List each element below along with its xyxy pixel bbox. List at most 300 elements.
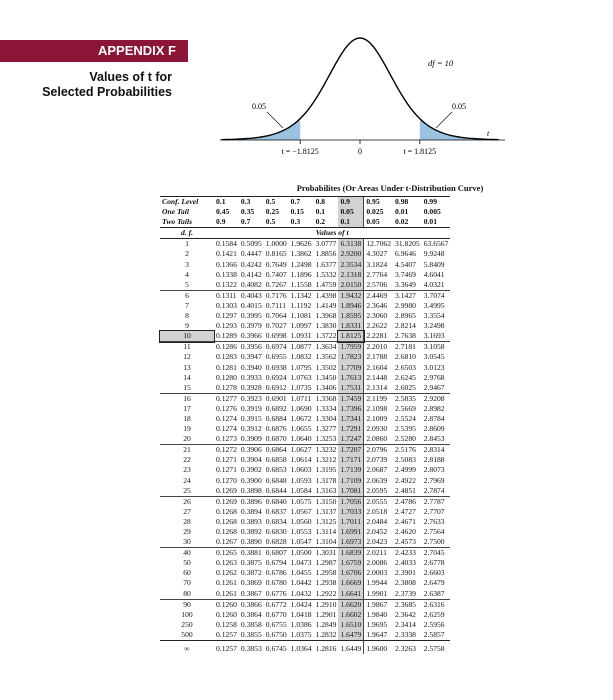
value-cell: 2.8214 — [395, 321, 416, 331]
value-cell: 1.0603 — [290, 465, 312, 475]
value-cell: 1.3125 — [315, 516, 337, 526]
value-cell: 0.1267 — [216, 537, 237, 547]
df-cell: 5 — [185, 279, 189, 289]
value-cell: 0.3909 — [240, 434, 262, 444]
df-cell: 19 — [183, 424, 191, 434]
table-row — [160, 383, 450, 394]
table-row — [160, 270, 450, 280]
table-row — [160, 331, 450, 342]
value-cell: 0.1297 — [216, 311, 237, 321]
value-cell: 2.2010 — [364, 342, 393, 353]
value-cell: 1.7171 — [338, 455, 363, 465]
df-label: df = 10 — [428, 58, 454, 68]
value-cell: 0.1289 — [216, 331, 237, 341]
value-cell: 31.8205 — [395, 239, 420, 249]
value-cell: 2.0639 — [364, 476, 393, 486]
df-cell: 11 — [160, 342, 214, 353]
value-cell: 2.7181 — [393, 342, 422, 353]
df-cell: 500 — [181, 629, 193, 639]
two-tails-cell: 0.3 — [289, 217, 314, 228]
value-cell: 1.9901 — [364, 589, 393, 600]
value-cell: 1.0690 — [290, 403, 312, 413]
value-cell: 1.7207 — [338, 445, 363, 456]
value-cell: 2.7707 — [423, 506, 445, 516]
df-cell: 26 — [160, 496, 214, 507]
value-cell: 0.1261 — [216, 578, 237, 588]
value-cell: 0.1272 — [216, 445, 237, 455]
table-row — [160, 599, 450, 610]
one-tail-cell: 0.025 — [364, 207, 393, 217]
df-cell: 20 — [183, 434, 191, 444]
conf-cell: 0.95 — [364, 197, 393, 208]
value-cell: 0.6828 — [265, 537, 287, 547]
df-cell: 30 — [183, 537, 191, 547]
value-cell: 0.6807 — [265, 548, 287, 558]
value-cell: 1.0795 — [290, 362, 312, 372]
value-cell: 1.8331 — [338, 321, 363, 331]
value-cell: 1.7011 — [338, 517, 363, 527]
value-cell: 1.2910 — [315, 599, 337, 609]
value-cell: 2.0739 — [364, 455, 393, 465]
value-cell: 2.1448 — [364, 373, 393, 383]
value-cell: 1.7959 — [338, 342, 363, 353]
t-distribution-table — [160, 196, 450, 654]
value-cell: 2.5857 — [423, 629, 445, 639]
value-cell: 0.3919 — [240, 403, 262, 413]
value-cell: 0.3979 — [240, 321, 262, 331]
value-cell: 0.6780 — [265, 578, 287, 588]
value-cell: 0.6864 — [265, 445, 287, 455]
table-row — [160, 630, 450, 641]
value-cell: 0.7649 — [265, 259, 287, 269]
table-row — [160, 527, 450, 537]
table-row — [160, 445, 450, 456]
df-cell: 60 — [183, 568, 191, 578]
value-cell: 0.1421 — [216, 249, 237, 259]
table-row — [160, 620, 450, 630]
value-cell: 0.1257 — [216, 629, 237, 639]
value-cell: 2.6025 — [395, 382, 416, 392]
two-tails-cell: 0.9 — [214, 217, 239, 228]
value-cell: 0.8165 — [265, 249, 287, 259]
value-cell: 0.1271 — [216, 465, 237, 475]
value-cell: 1.3253 — [315, 434, 337, 444]
value-cell: 1.7709 — [338, 363, 363, 373]
value-cell: 0.1258 — [216, 619, 237, 629]
value-cell: 2.0518 — [364, 507, 393, 517]
value-cell: 1.3178 — [315, 475, 337, 485]
value-cell: 2.7638 — [395, 331, 416, 341]
df-cell: 24 — [183, 475, 191, 485]
value-cell: 0.6924 — [265, 372, 287, 382]
df-cell: 21 — [160, 445, 214, 456]
value-cell: 3.3649 — [395, 279, 416, 289]
value-cell: 1.4759 — [315, 279, 337, 289]
value-cell: 2.0003 — [364, 568, 393, 578]
conf-cell: 0.98 — [393, 197, 422, 208]
value-cell: 2.7787 — [422, 496, 451, 507]
value-cell: 1.2832 — [315, 629, 337, 639]
value-cell: 2.0595 — [364, 486, 393, 497]
value-cell: 1.0640 — [290, 434, 312, 444]
value-cell: 1.3502 — [315, 362, 337, 372]
value-cell: 2.1604 — [364, 363, 393, 373]
value-cell: 1.0593 — [290, 475, 312, 485]
value-cell: 1.9600 — [364, 641, 393, 655]
value-cell: 1.6479 — [338, 630, 363, 641]
value-cell: 1.0500 — [290, 548, 312, 558]
value-cell: 2.4033 — [395, 558, 416, 568]
conf-cell: 0.8 — [314, 197, 339, 208]
value-cell: 1.3277 — [315, 424, 337, 434]
value-cell: 0.6998 — [265, 331, 287, 341]
value-cell: 3.0545 — [423, 352, 445, 362]
value-cell: 1.0735 — [290, 382, 312, 392]
value-cell: 0.1311 — [214, 290, 239, 301]
value-cell: 1.3450 — [315, 372, 337, 382]
table-row — [160, 568, 450, 578]
value-cell: 0.3933 — [240, 372, 262, 382]
value-cell: 1.3150 — [315, 496, 337, 506]
df-cell: 3 — [185, 259, 189, 269]
value-cell: 6.9646 — [395, 249, 416, 259]
value-cell: 2.5669 — [395, 403, 416, 413]
value-cell: 1.2958 — [315, 568, 337, 578]
value-cell: 2.1788 — [364, 352, 393, 362]
table-row — [160, 548, 450, 559]
two-tails-cell: 0.1 — [338, 217, 363, 228]
value-cell: 0.4043 — [240, 290, 262, 300]
value-cell: 1.3722 — [315, 331, 337, 341]
value-cell: 4.6041 — [423, 269, 445, 279]
df-cell: 17 — [183, 403, 191, 413]
df-cell: 2 — [185, 249, 189, 259]
value-cell: 1.0386 — [290, 619, 312, 629]
value-cell: 2.8982 — [423, 403, 445, 413]
value-cell: 5.8409 — [423, 259, 445, 269]
value-cell: 2.1098 — [364, 404, 393, 414]
value-cell: 3.2498 — [423, 321, 445, 331]
value-cell: 2.9467 — [423, 382, 445, 392]
two-tails-row — [160, 217, 450, 228]
value-cell: 2.3642 — [395, 609, 416, 619]
value-cell: 0.6853 — [265, 465, 287, 475]
df-cell: 18 — [183, 413, 191, 423]
value-cell: 0.3875 — [240, 558, 262, 568]
table-row — [160, 352, 450, 362]
value-cell: 2.6479 — [423, 578, 445, 588]
value-cell: 0.4447 — [240, 249, 262, 259]
two-tails-cell: 0.7 — [239, 217, 264, 228]
value-cell: 2.8453 — [423, 434, 445, 444]
value-cell: 2.8188 — [423, 455, 445, 465]
value-cell: 0.1269 — [216, 496, 237, 506]
value-cell: 1.3634 — [315, 342, 337, 352]
value-cell: 0.6844 — [265, 485, 287, 495]
value-cell: 0.6830 — [265, 527, 287, 536]
zero-label: 0 — [358, 147, 362, 156]
value-cell: 2.7764 — [364, 270, 393, 280]
value-cell: 2.0555 — [364, 496, 393, 507]
df-cell: 1 — [185, 239, 189, 249]
table-row — [160, 589, 450, 600]
one-tail-cell: 0.005 — [423, 207, 441, 217]
table-row — [160, 280, 450, 291]
table-row — [160, 517, 450, 527]
value-cell: 1.0000 — [265, 239, 287, 249]
value-cell: 1.7531 — [338, 383, 363, 394]
one-tail-label: One Tail — [162, 207, 189, 217]
value-cell: 1.9695 — [364, 620, 393, 630]
value-cell: 0.1273 — [216, 434, 237, 444]
value-cell: 1.9867 — [364, 599, 393, 610]
value-cell: 2.4727 — [395, 506, 416, 516]
value-cell: 1.2922 — [315, 588, 337, 598]
value-cell: 2.8314 — [422, 445, 451, 456]
value-cell: 1.0432 — [290, 588, 312, 598]
df-cell: 7 — [185, 300, 189, 310]
df-header: d. f. — [160, 228, 214, 239]
table-row — [160, 476, 450, 486]
conf-cell: 0.5 — [264, 197, 289, 208]
value-cell: 0.1260 — [216, 609, 237, 619]
value-cell: 0.3928 — [240, 382, 262, 392]
value-cell: 1.3968 — [315, 311, 337, 321]
table-row — [160, 239, 450, 250]
value-cell: 1.2987 — [315, 558, 337, 568]
table-row — [160, 537, 450, 548]
df-cell: 70 — [183, 578, 191, 588]
value-cell: 2.5524 — [395, 413, 416, 423]
value-cell: 0.6938 — [265, 362, 287, 372]
value-cell: 0.3892 — [240, 527, 262, 536]
value-cell: 0.6772 — [265, 599, 287, 609]
value-cell: 2.4233 — [393, 548, 422, 559]
value-cell: 0.1261 — [216, 588, 237, 598]
table-row — [160, 404, 450, 414]
value-cell: 0.6755 — [265, 619, 287, 629]
value-cell: 0.1270 — [216, 475, 237, 485]
value-cell: 1.6991 — [338, 527, 363, 537]
value-cell: 0.1274 — [216, 413, 237, 423]
table-row — [160, 321, 450, 331]
value-cell: 3.1693 — [423, 331, 445, 341]
value-cell: 1.7081 — [338, 486, 363, 497]
value-cell: 0.1283 — [216, 352, 237, 362]
value-cell: 0.6848 — [265, 475, 287, 485]
value-cell: 6.3138 — [338, 239, 363, 250]
value-cell: 4.5407 — [395, 259, 416, 269]
value-cell: 0.3898 — [240, 485, 262, 495]
df-cell: 80 — [183, 588, 191, 598]
value-cell: 0.3956 — [240, 342, 262, 352]
table-row — [160, 414, 450, 424]
value-cell: 2.3901 — [395, 568, 416, 578]
value-cell: 2.3414 — [395, 619, 416, 629]
value-cell: 2.4620 — [395, 527, 416, 536]
value-cell: 1.6706 — [338, 568, 363, 578]
value-cell: 1.4149 — [315, 300, 337, 310]
value-cell: 1.7109 — [338, 476, 363, 486]
infinity-row — [160, 641, 450, 655]
df-cell: 250 — [181, 619, 193, 629]
value-cell: 1.0672 — [290, 413, 312, 423]
value-cell: 1.7139 — [338, 465, 363, 475]
df-cell: 50 — [183, 558, 191, 568]
df-cell: 90 — [160, 599, 214, 610]
value-cell: 0.4082 — [240, 279, 262, 289]
value-cell: 0.3894 — [240, 506, 262, 516]
value-cell: 2.5706 — [364, 280, 393, 291]
two-tails-cell: 0.02 — [393, 217, 422, 228]
value-cell: 0.1277 — [216, 393, 237, 403]
value-cell: 1.6669 — [338, 578, 363, 588]
value-cell: 1.8856 — [315, 249, 337, 259]
value-cell: 0.6858 — [265, 455, 287, 465]
value-cell: 0.6892 — [265, 403, 287, 413]
df-cell: 10 — [160, 331, 214, 342]
value-cell: 3.1824 — [364, 260, 393, 270]
df-cell: ∞ — [160, 641, 214, 655]
value-cell: 2.0860 — [364, 434, 393, 445]
conf-cell: 0.7 — [289, 197, 314, 208]
table-row — [160, 558, 450, 568]
value-cell: 2.8784 — [423, 413, 445, 423]
table-row — [160, 610, 450, 620]
value-cell: 2.3338 — [395, 629, 416, 639]
value-cell: 0.6786 — [265, 568, 287, 578]
df-cell: 29 — [183, 527, 191, 536]
one-tail-cell: 0.25 — [265, 207, 280, 217]
value-cell: 1.1081 — [290, 311, 312, 321]
value-cell: 1.0364 — [289, 641, 314, 655]
value-cell: 0.7267 — [265, 279, 287, 289]
value-cell: 2.1009 — [364, 414, 393, 424]
value-cell: 0.3869 — [240, 578, 262, 588]
table-caption: Probabilites (Or Areas Under t-Distribution Curve) — [296, 183, 484, 193]
one-tail-cell: 0.05 — [338, 207, 363, 217]
two-tails-label: Two Tails — [160, 217, 214, 228]
value-cell: 1.0614 — [290, 455, 312, 465]
value-cell: 0.6750 — [265, 629, 287, 639]
value-cell: 0.1260 — [216, 599, 237, 609]
value-cell: 0.1584 — [216, 239, 237, 249]
value-cell: 0.1265 — [216, 548, 237, 558]
value-cell: 0.1268 — [216, 506, 237, 516]
value-cell: 12.7062 — [364, 239, 393, 250]
df-cell: 9 — [185, 321, 189, 331]
df-cell: 8 — [185, 311, 189, 321]
value-cell: 2.9208 — [422, 393, 451, 404]
value-cell: 2.9980 — [395, 300, 416, 310]
value-cell: 0.1366 — [216, 259, 237, 269]
value-cell: 2.0150 — [338, 280, 363, 291]
value-cell: 2.4671 — [395, 516, 416, 526]
value-cell: 3.7074 — [422, 290, 451, 301]
value-cell: 1.8595 — [338, 311, 363, 321]
value-cell: 2.4999 — [395, 465, 416, 475]
value-cell: 1.6759 — [338, 558, 363, 568]
table-row — [160, 507, 450, 517]
value-cell: 4.3027 — [364, 249, 393, 259]
value-cell: 0.6794 — [265, 558, 287, 568]
left-tail-probability: 0.05 — [252, 102, 266, 111]
value-cell: 3.7469 — [395, 269, 416, 279]
value-cell: 2.7969 — [423, 475, 445, 485]
conf-level-row — [160, 197, 450, 208]
value-cell: 1.7247 — [338, 434, 363, 445]
value-cell: 0.6870 — [265, 434, 287, 444]
table-row — [160, 465, 450, 475]
value-cell: 1.0832 — [290, 352, 312, 362]
value-cell: 1.3212 — [315, 455, 337, 465]
value-cell: 1.0547 — [290, 537, 312, 547]
df-cell: 25 — [183, 485, 191, 495]
value-cell: 0.3864 — [240, 609, 262, 619]
value-cell: 0.3896 — [240, 496, 262, 506]
value-cell: 2.0687 — [364, 465, 393, 475]
value-cell: 1.7341 — [338, 414, 363, 424]
value-cell: 1.3406 — [315, 382, 337, 392]
value-cell: 0.1262 — [216, 568, 237, 578]
value-cell: 1.9944 — [364, 578, 393, 588]
value-cell: 0.7176 — [265, 290, 287, 300]
value-cell: 1.6602 — [338, 610, 363, 620]
value-cell: 0.1293 — [216, 321, 237, 331]
value-cell: 0.6776 — [265, 588, 287, 598]
table-row — [160, 260, 450, 270]
df-cell: 12 — [183, 352, 191, 362]
value-cell: 2.5758 — [422, 641, 451, 655]
value-cell: 2.3739 — [395, 588, 416, 598]
right-tail-probability: 0.05 — [452, 102, 466, 111]
conf-cell: 0.99 — [422, 197, 451, 208]
table-row — [160, 311, 450, 321]
value-cell: 0.3940 — [240, 362, 262, 372]
two-tails-cell: 0.5 — [264, 217, 289, 228]
value-cell: 2.5395 — [395, 424, 416, 434]
df-cell: 27 — [183, 506, 191, 516]
value-cell: 0.6834 — [265, 516, 287, 526]
value-cell: 3.0777 — [315, 239, 337, 249]
value-cell: 2.5176 — [393, 445, 422, 456]
value-cell: 2.4851 — [395, 485, 416, 495]
value-cell: 2.4469 — [364, 290, 393, 301]
value-cell: 3.3554 — [423, 311, 445, 321]
value-cell: 2.9768 — [423, 372, 445, 382]
t-axis-label: t — [487, 129, 490, 138]
value-cell: 63.6567 — [423, 239, 449, 249]
value-cell: 1.2498 — [290, 259, 312, 269]
value-cell: 1.7291 — [338, 424, 363, 434]
value-cell: 2.5280 — [395, 434, 416, 444]
heading-line-1: Values of t for — [89, 70, 172, 84]
left-t-label: t = −1.8125 — [281, 147, 319, 156]
one-tail-cell: 0.35 — [240, 207, 255, 217]
value-cell: 0.4242 — [240, 259, 262, 269]
value-cell: 1.9840 — [364, 610, 393, 620]
value-cell: 1.0418 — [290, 609, 312, 619]
value-cell: 1.3031 — [315, 548, 337, 558]
value-cell: 1.0584 — [290, 485, 312, 495]
value-cell: 2.5083 — [395, 455, 416, 465]
value-cell: 0.3966 — [240, 331, 262, 341]
value-cell: 1.0763 — [290, 372, 312, 382]
one-tail-cell: 0.45 — [216, 207, 230, 217]
value-cell: 1.6973 — [338, 537, 363, 548]
value-cell: 1.7056 — [338, 496, 363, 507]
value-cell: 1.1192 — [290, 300, 312, 310]
